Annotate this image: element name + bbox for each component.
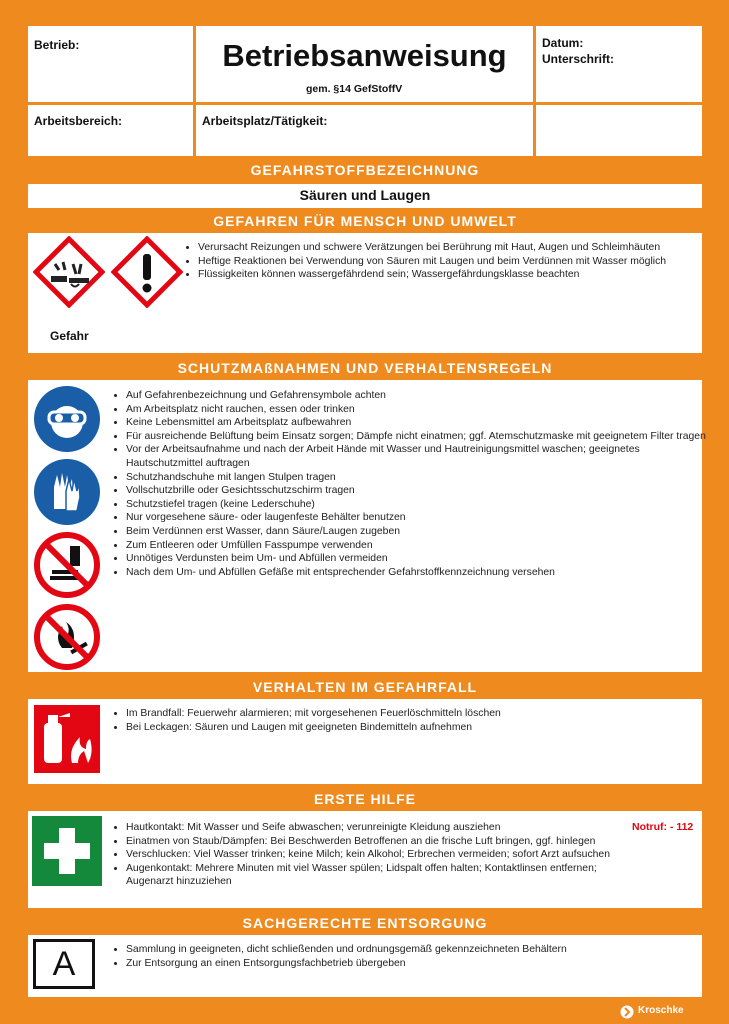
section-title-gefahren: GEFAHREN FÜR MENSCH UND UMWELT xyxy=(213,213,517,229)
list-item: • Hautkontakt: Mit Wasser und Seife abwaschen; verunreinigte Kleidung ausziehen xyxy=(126,821,646,835)
list-item: • Zur Entsorgung an einen Entsorgungsfachbetrieb übergeben xyxy=(126,957,706,971)
section-title-schutz: SCHUTZMAßNAHMEN UND VERHALTENSREGELN xyxy=(177,360,553,376)
section-title-entsorgung: SACHGERECHTE ENTSORGUNG xyxy=(242,915,488,931)
header-cell-arbeitsbereich xyxy=(28,105,193,156)
disposal-list xyxy=(112,943,706,970)
section-title-gefahrstoff: GEFAHRSTOFFBEZEICHNUNG xyxy=(250,162,480,178)
first-aid-icon xyxy=(32,816,102,886)
brand-name: Kroschke xyxy=(638,1005,684,1016)
list-item: • Im Brandfall: Feuerwehr alarmieren; mit vorgesehenen Feuerlöschmitteln löschen xyxy=(126,707,706,721)
emergency-call-number: Notruf: - 112 xyxy=(632,821,694,833)
datum-label: Datum: xyxy=(542,36,584,50)
page-title: Betriebsanweisung xyxy=(222,38,507,73)
fire-extinguisher-icon xyxy=(34,705,100,773)
substance-box xyxy=(28,184,702,208)
emergency-list xyxy=(112,707,706,734)
list-item: • Heftige Reaktionen bei Verwendung von Säuren mit Laugen und beim Verdünnen mit Wasser möglich xyxy=(198,255,708,269)
list-item: • Keine Lebensmittel am Arbeitsplatz aufbewahren xyxy=(126,416,706,430)
list-item: • Unnötiges Verdunsten beim Um- und Abfüllen vermeiden xyxy=(126,552,706,566)
substance-name: Säuren und Laugen xyxy=(299,187,431,203)
goggles-icon xyxy=(32,384,102,454)
erste-hilfe-box xyxy=(28,811,702,908)
page-subtitle: gem. §14 GefStoffV xyxy=(306,83,403,95)
list-item: • Schutzstiefel tragen (keine Lederschuhe) xyxy=(126,498,706,512)
protection-list xyxy=(112,389,706,579)
list-item: • Vollschutzbrille oder Gesichtsschutzschirm tragen xyxy=(126,484,706,498)
list-item: • Schutzhandschuhe mit langen Stulpen tragen xyxy=(126,471,706,485)
list-item: • Nach dem Um- und Abfüllen Gefäße mit entsprechender Gefahrstoffkennzeichnung versehen xyxy=(126,566,706,580)
hazard-list xyxy=(184,241,708,282)
list-item: • Flüssigkeiten können wassergefährdend sein; Wassergefährdungsklasse beachten xyxy=(198,268,708,282)
gefahren-box xyxy=(28,233,702,353)
header-cell-arbeitsplatz xyxy=(196,105,533,156)
first-aid-list xyxy=(112,821,646,889)
header-cell-datum xyxy=(536,26,702,102)
betrieb-label: Betrieb: xyxy=(34,38,80,52)
list-item: • Vor der Arbeitsaufnahme und nach der Arbeit Hände mit Wasser und Hautreinigungsmittel waschen; geeignetes Hautschutzmittel auftragen xyxy=(126,443,706,470)
list-item: • Einatmen von Staub/Dämpfen: Bei Beschwerden Betroffenen an die frische Luft bringen, ggf. hinlegen xyxy=(126,835,646,849)
signal-word: Gefahr xyxy=(50,329,89,343)
corrosion-icon xyxy=(33,236,105,308)
section-title-gefahrfall: VERHALTEN IM GEFAHRFALL xyxy=(252,679,478,695)
list-item: • Augenkontakt: Mehrere Minuten mit viel Wasser spülen; Lidspalt offen halten; Kontaktlinsen entfernen; Augenarzt hinzuziehen xyxy=(126,862,646,889)
list-item: • Zum Entleeren oder Umfüllen Fasspumpe verwenden xyxy=(126,539,706,553)
header-cell-title xyxy=(196,26,533,102)
exclamation-icon xyxy=(111,236,183,308)
gefahrfall-box xyxy=(28,699,702,784)
list-item: • Verschlucken: Viel Wasser trinken; keine Milch; kein Alkohol; Erbrechen vermeiden; sofort Arzt aufsuchen xyxy=(126,848,646,862)
header-cell-blank xyxy=(536,105,702,156)
header-cell-betrieb xyxy=(28,26,193,102)
no-fire-smoking-icon xyxy=(32,602,102,672)
arbeitsbereich-label: Arbeitsbereich: xyxy=(34,114,123,128)
list-item: • Nur vorgesehene säure- oder laugenfeste Behälter benutzen xyxy=(126,511,706,525)
section-title-erste-hilfe: ERSTE HILFE xyxy=(313,791,416,807)
list-item: • Verursacht Reizungen und schwere Verätzungen bei Berührung mit Haut, Augen und Schleimhäuten xyxy=(198,241,708,255)
gloves-icon xyxy=(32,457,102,527)
schutz-box xyxy=(28,380,706,672)
disposal-symbol-box xyxy=(33,939,95,989)
list-item: • Am Arbeitsplatz nicht rauchen, essen oder trinken xyxy=(126,403,706,417)
entsorgung-box xyxy=(28,935,702,997)
list-item: • Beim Verdünnen erst Wasser, dann Säure/Laugen zugeben xyxy=(126,525,706,539)
arbeitsplatz-label: Arbeitsplatz/Tätigkeit: xyxy=(202,114,328,128)
list-item: • Sammlung in geeigneten, dicht schließenden und ordnungsgemäß gekennzeichneten Behältern xyxy=(126,943,706,957)
no-food-drink-icon xyxy=(32,530,102,600)
list-item: • Für ausreichende Belüftung beim Einsatz sorgen; Dämpfe nicht einatmen; ggf. Atemschutzmaske mit geeignetem Filter tragen xyxy=(126,430,706,444)
kroschke-logo-icon xyxy=(620,1005,634,1019)
unterschrift-label: Unterschrift: xyxy=(542,52,615,66)
disposal-symbol: A xyxy=(52,945,76,983)
list-item: • Auf Gefahrenbezeichnung und Gefahrensymbole achten xyxy=(126,389,706,403)
list-item: • Bei Leckagen: Säuren und Laugen mit geeigneten Bindemitteln aufnehmen xyxy=(126,721,706,735)
